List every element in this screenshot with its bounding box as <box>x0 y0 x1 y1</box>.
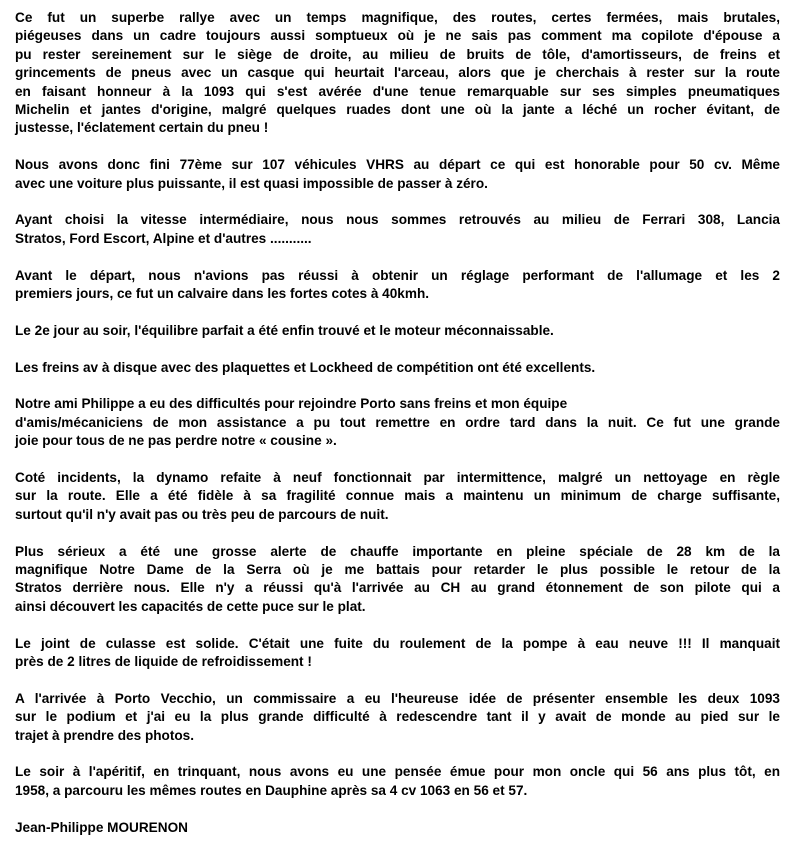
text-line: 1958, a parcouru les mêmes routes en Dauphine après sa 4 cv 1063 en 56 et 57. <box>15 782 528 798</box>
text-line: joie pour tous de ne pas perdre notre « cousine ». <box>15 433 337 449</box>
text-line: Ce fut un superbe rallye avec un temps magnifique, des routes, certes fermées, mais brutales, <box>15 10 780 25</box>
text-line: trajet à prendre des photos. <box>15 727 195 743</box>
text-line: surtout qu'il n'y avait pas ou très peu de parcours de nuit. <box>15 506 389 522</box>
text-line: Nous avons donc fini 77ème sur 107 véhicules VHRS au départ ce qui est honorable pour 50 cv. Même <box>15 157 780 173</box>
text-line: A l'arrivée à Porto Vecchio, un commissaire a eu l'heureuse idée de présenter ensemble les deux 1093 <box>15 690 780 706</box>
paragraph <box>15 635 780 672</box>
text-line: sur le podium et j'ai eu la plus grande difficulté à redescendre tant il y avait de monde au pied sur le <box>15 709 780 725</box>
paragraph <box>15 9 780 138</box>
paragraph <box>15 543 780 617</box>
text-line: Plus sérieux a été une grosse alerte de chauffe importante en pleine spéciale de 28 km de la <box>15 543 780 559</box>
text-line: d'amis/mécaniciens de mon assistance a pu tout remettre en ordre tard dans la nuit. Ce fut une grande <box>15 414 780 430</box>
paragraph <box>15 763 780 800</box>
text-line: Les freins av à disque avec des plaquettes et Lockheed de compétition ont été excellents. <box>15 359 596 375</box>
text-line: Stratos, Ford Escort, Alpine et d'autres ........... <box>15 230 312 246</box>
text-line: Le soir à l'apéritif, en trinquant, nous avons eu une pensée émue pour mon oncle qui 56 ans plus tôt, en <box>15 764 780 780</box>
text-line: Ayant choisi la vitesse intermédiaire, nous nous sommes retrouvés au milieu de Ferrari 308, Lancia <box>15 212 780 228</box>
text-line: magnifique Notre Dame de la Serra où je me battais pour retarder le plus possible le retour de la <box>15 562 780 578</box>
paragraph <box>15 322 780 340</box>
paragraph <box>15 469 780 524</box>
paragraph <box>15 690 780 745</box>
text-line: Avant le départ, nous n'avions pas réussi à obtenir un réglage performant de l'allumage et les 2 <box>15 267 780 283</box>
text-line: Coté incidents, la dynamo refaite à neuf fonctionnait par intermittence, malgré un nettoyage en règle <box>15 470 780 486</box>
paragraph-list <box>15 9 780 800</box>
paragraph <box>15 211 780 248</box>
text-line: Michelin et jantes d'origine, malgré quelques ruades dont une où la jante a léché un rocher évitant, de <box>15 102 780 118</box>
text-line: Notre ami Philippe a eu des difficultés pour rejoindre Porto sans freins et mon équipe <box>15 396 568 412</box>
text-line: pu rester sereinement sur le siège de droite, au milieu de bruits de tôle, d'amortisseurs, de freins et <box>15 46 780 62</box>
author-signature: Jean-Philippe MOURENON <box>15 819 188 835</box>
paragraph <box>15 267 780 304</box>
text-line: en faisant honneur à la 1093 qui s'est avérée d'une tenue remarquable sur ses simples pneumatiques <box>15 83 780 99</box>
text-line: justesse, l'éclatement certain du pneu ! <box>15 120 269 136</box>
text-line: Le joint de culasse est solide. C'était une fuite du roulement de la pompe à eau neuve !!! Il manquait <box>15 635 780 651</box>
text-line: premiers jours, ce fut un calvaire dans les fortes cotes à 40kmh. <box>15 286 430 302</box>
text-line: sur la route. Elle a été fidèle à sa fragilité connue mais a maintenu un minimum de charge suffisante, <box>15 488 780 504</box>
text-line: Le 2e jour au soir, l'équilibre parfait a été enfin trouvé et le moteur méconnaissable. <box>15 322 554 338</box>
paragraph <box>15 156 780 193</box>
text-line: ainsi découvert les capacités de cette puce sur le plat. <box>15 598 366 614</box>
paragraph <box>15 395 780 450</box>
text-line: avec une voiture plus puissante, il est quasi impossible de passer à zéro. <box>15 175 488 191</box>
text-line: près de 2 litres de liquide de refroidissement ! <box>15 654 312 670</box>
document-body <box>15 9 780 837</box>
paragraph <box>15 359 780 377</box>
text-line: piégeuses dans un cadre toujours aussi somptueux où je ne sais pas comment ma copilote d'épouse a <box>15 28 780 44</box>
text-line: Stratos derrière nous. Elle n'y a réussi qu'à l'arrivée au CH au grand étonnement de son pilote qui a <box>15 580 780 596</box>
text-line: grincements de pneus avec un casque qui heurtait l'arceau, alors que je cherchais à rester sur la route <box>15 65 780 81</box>
